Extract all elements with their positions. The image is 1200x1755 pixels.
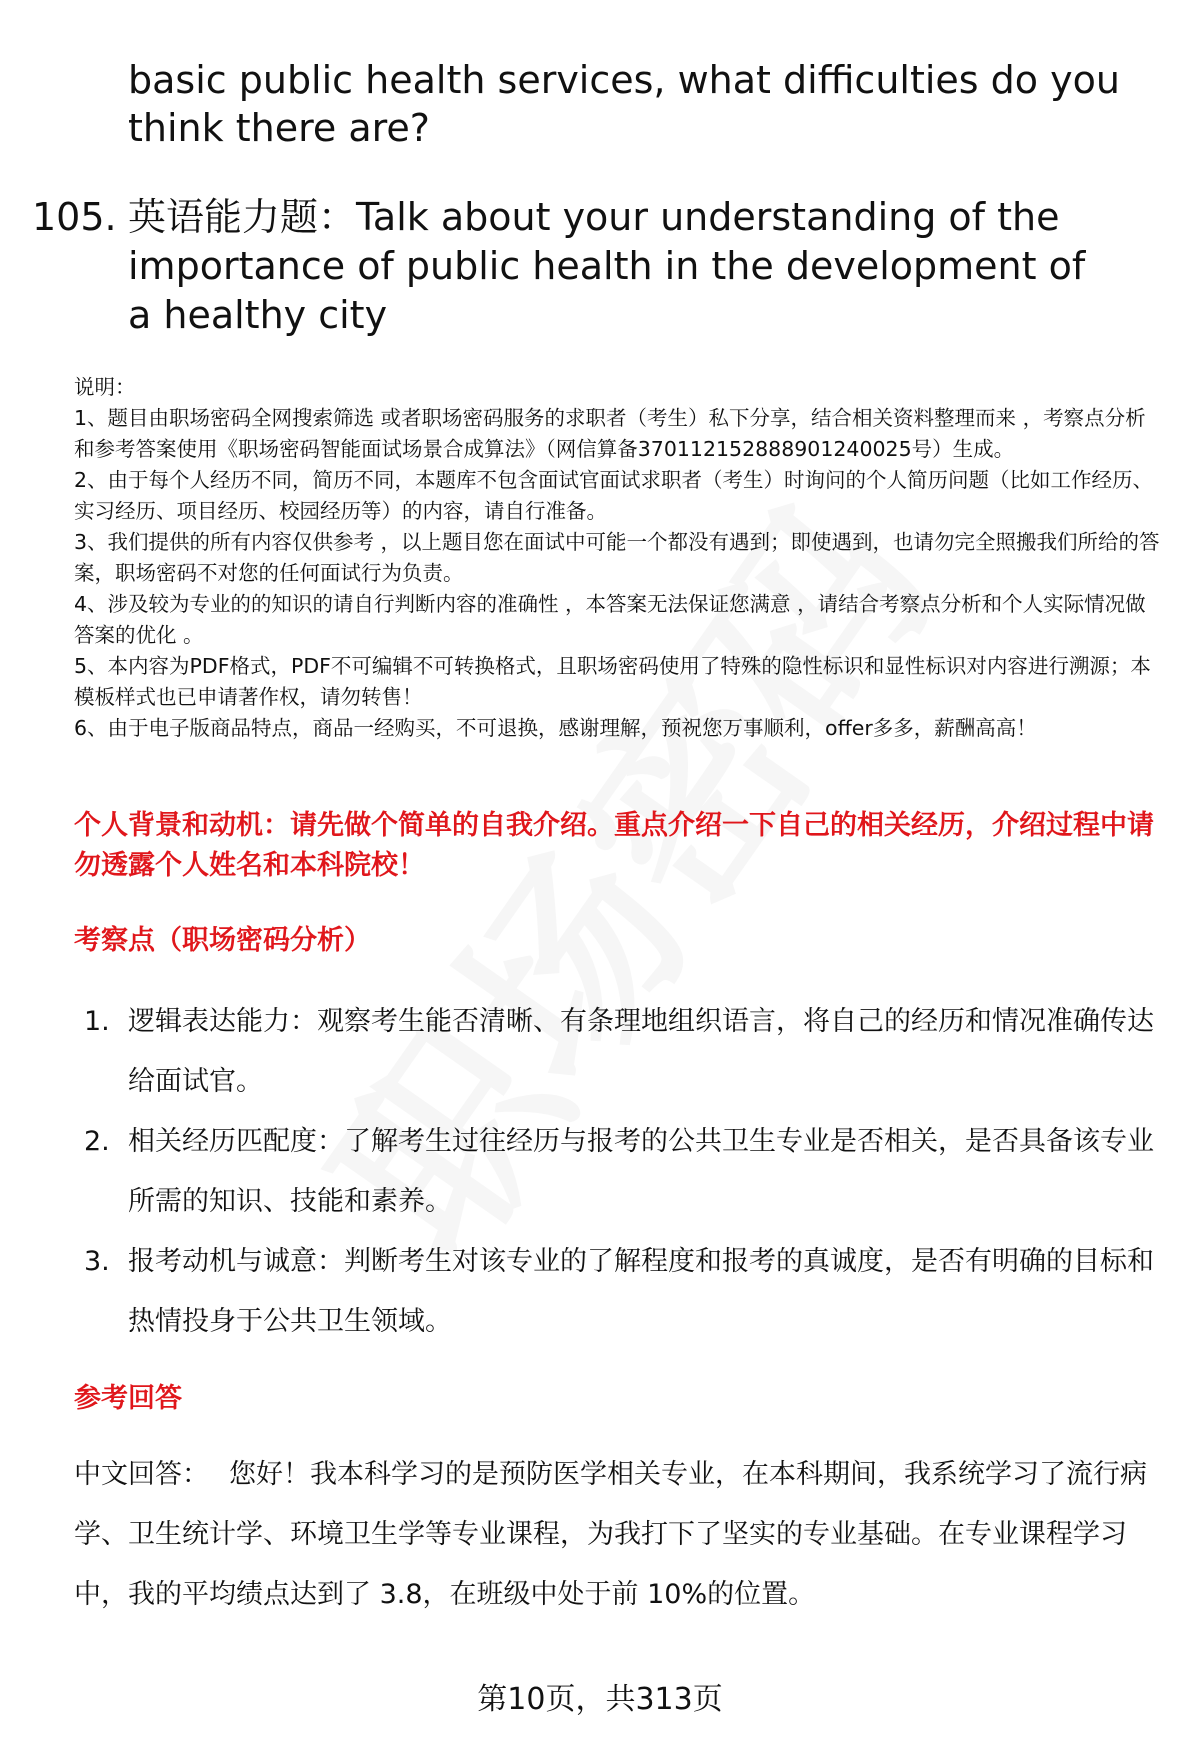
notes-item: 2、由于每个人经历不同，简历不同，本题库不包含面试官面试求职者（考生）时询问的个人简历问题（比如工作经历、实习经历、项目经历、校园经历等）的内容，请自行准备。 <box>74 468 1154 523</box>
analysis-points-list <box>84 992 1164 1352</box>
answer-body: 您好！我本科学习的是预防医学相关专业，在本科期间，我系统学习了流行病学、卫生统计学、环境卫生学等专业课程，为我打下了坚实的专业基础。在专业课程学习中，我的平均绩点达到了 3.8，在班级中处于前 10%的位置。 <box>74 1459 1147 1610</box>
notes-section <box>74 372 1164 744</box>
list-item <box>84 992 1164 1112</box>
list-item-text: 相关经历匹配度：了解考生过往经历与报考的公共卫生专业是否相关，是否具备该专业所需的知识、技能和素养。 <box>128 1126 1154 1217</box>
answer-heading: 参考回答 <box>74 1383 182 1414</box>
list-item-number: 2. <box>84 1126 110 1157</box>
answer-label: 中文回答： <box>74 1459 209 1490</box>
notes-item: 4、涉及较为专业的的知识的请自行判断内容的准确性 ，本答案无法保证您满意 ，请结合考察点分析和个人实际情况做答案的优化 。 <box>74 592 1146 647</box>
notes-item: 1、题目由职场密码全网搜索筛选 或者职场密码服务的求职者（考生）私下分享，结合相关资料整理而来 ，考察点分析和参考答案使用《职场密码智能面试场景合成算法》（网信算备370112152888901240025号）生成。 <box>74 406 1146 461</box>
analysis-heading: 考察点（职场密码分析） <box>74 925 371 956</box>
notes-item: 6、由于电子版商品特点，商品一经购买，不可退换，感谢理解，预祝您万事顺利，offer多多，薪酬高高！ <box>74 716 1037 740</box>
notes-item: 3、我们提供的所有内容仅供参考 ，以上题目您在面试中可能一个都没有遇到；即使遇到，也请勿完全照搬我们所给的答案，职场密码不对您的任何面试行为负责。 <box>74 530 1160 585</box>
intro-question-heading: 个人背景和动机：请先做个简单的自我介绍。重点介绍一下自己的相关经历，介绍过程中请勿透露个人姓名和本科院校！ <box>74 810 1154 881</box>
list-item-text: 报考动机与诚意：判断考生对该专业的了解程度和报考的真诚度，是否有明确的目标和热情投身于公共卫生领域。 <box>128 1246 1154 1337</box>
list-item-number: 3. <box>84 1246 110 1277</box>
question-text: 英语能力题：Talk about your understanding of the importance of public health in the development of a healthy city <box>128 195 1086 337</box>
answer-paragraph <box>74 1445 1159 1625</box>
previous-question-tail: basic public health services, what difficulties do you think there are? <box>128 58 1120 150</box>
list-item <box>84 1112 1164 1232</box>
question-number: 105. <box>32 195 117 239</box>
page-number: 第10页，共313页 <box>477 1682 723 1717</box>
notes-title: 说明： <box>74 375 136 399</box>
list-item-text: 逻辑表达能力：观察考生能否清晰、有条理地组织语言，将自己的经历和情况准确传达给面试官。 <box>128 1006 1154 1097</box>
list-item <box>84 1232 1164 1352</box>
list-item-number: 1. <box>84 1006 110 1037</box>
notes-item: 5、本内容为PDF格式，PDF不可编辑不可转换格式，且职场密码使用了特殊的隐性标识和显性标识对内容进行溯源；本模板样式也已申请著作权，请勿转售！ <box>74 654 1151 709</box>
